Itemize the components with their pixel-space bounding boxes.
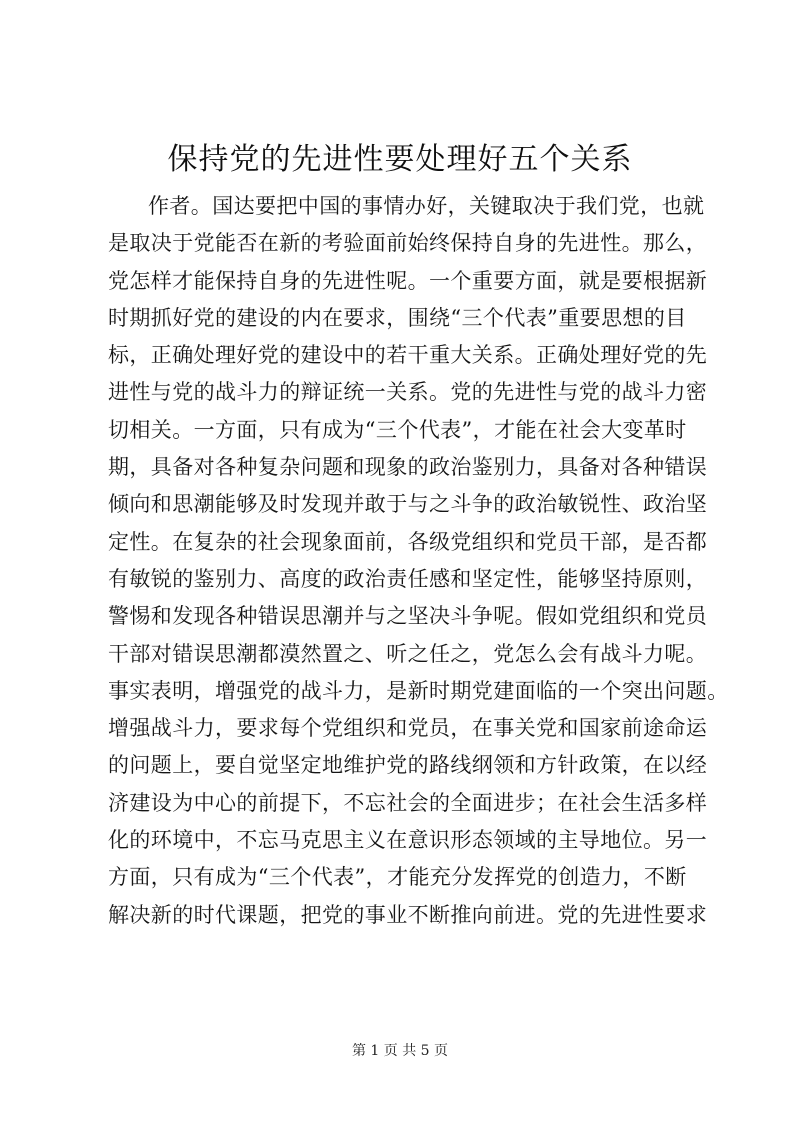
document-body <box>108 188 729 934</box>
body-line: 进性与党的战斗力的辩证统一关系。党的先进性与党的战斗力密 <box>108 380 708 405</box>
body-line: 解决新的时代课题，把党的事业不断推向前进。党的先进性要求 <box>108 902 708 927</box>
body-line: 方面，只有成为“三个代表”，才能充分发挥党的创造力，不断 <box>108 865 687 890</box>
body-line: 济建设为中心的前提下，不忘社会的全面进步；在社会生活多样 <box>108 790 708 815</box>
body-line: 定性。在复杂的社会现象面前，各级党组织和党员干部，是否都 <box>108 529 708 554</box>
body-line: 的问题上，要自觉坚定地维护党的路线纲领和方针政策，在以经 <box>108 753 708 778</box>
body-line: 期，具备对各种复杂问题和现象的政治鉴别力，具备对各种错误 <box>108 455 708 480</box>
document-title: 保持党的先进性要处理好五个关系 <box>167 142 633 177</box>
body-line: 化的环境中，不忘马克思主义在意识形态领域的主导地位。另一 <box>108 828 708 853</box>
body-line: 党怎样才能保持自身的先进性呢。一个重要方面，就是要根据新 <box>108 268 708 293</box>
body-line: 倾向和思潮能够及时发现并敢于与之斗争的政治敏锐性、政治坚 <box>108 492 708 517</box>
body-line: 增强战斗力，要求每个党组织和党员，在事关党和国家前途命运 <box>108 716 708 741</box>
body-line: 警惕和发现各种错误思潮并与之坚决斗争呢。假如党组织和党员 <box>108 604 708 629</box>
page-number-footer: 第 1 页 共 5 页 <box>351 1043 449 1059</box>
body-line: 标，正确处理好党的建设中的若干重大关系。正确处理好党的先 <box>108 343 708 368</box>
body-line: 切相关。一方面，只有成为“三个代表”，才能在社会大变革时 <box>108 417 687 442</box>
body-line: 干部对错误思潮都漠然置之、听之任之，党怎么会有战斗力呢。 <box>108 641 708 666</box>
body-line: 是取决于党能否在新的考验面前始终保持自身的先进性。那么， <box>108 231 708 256</box>
body-line: 有敏锐的鉴别力、高度的政治责任感和坚定性，能够坚持原则， <box>108 566 708 591</box>
body-line: 时期抓好党的建设的内在要求，围绕“三个代表”重要思想的目 <box>108 305 687 330</box>
body-line: 事实表明，增强党的战斗力，是新时期党建面临的一个突出问题。 <box>108 678 729 703</box>
body-line: 作者。国达要把中国的事情办好，关键取决于我们党，也就 <box>148 194 705 218</box>
